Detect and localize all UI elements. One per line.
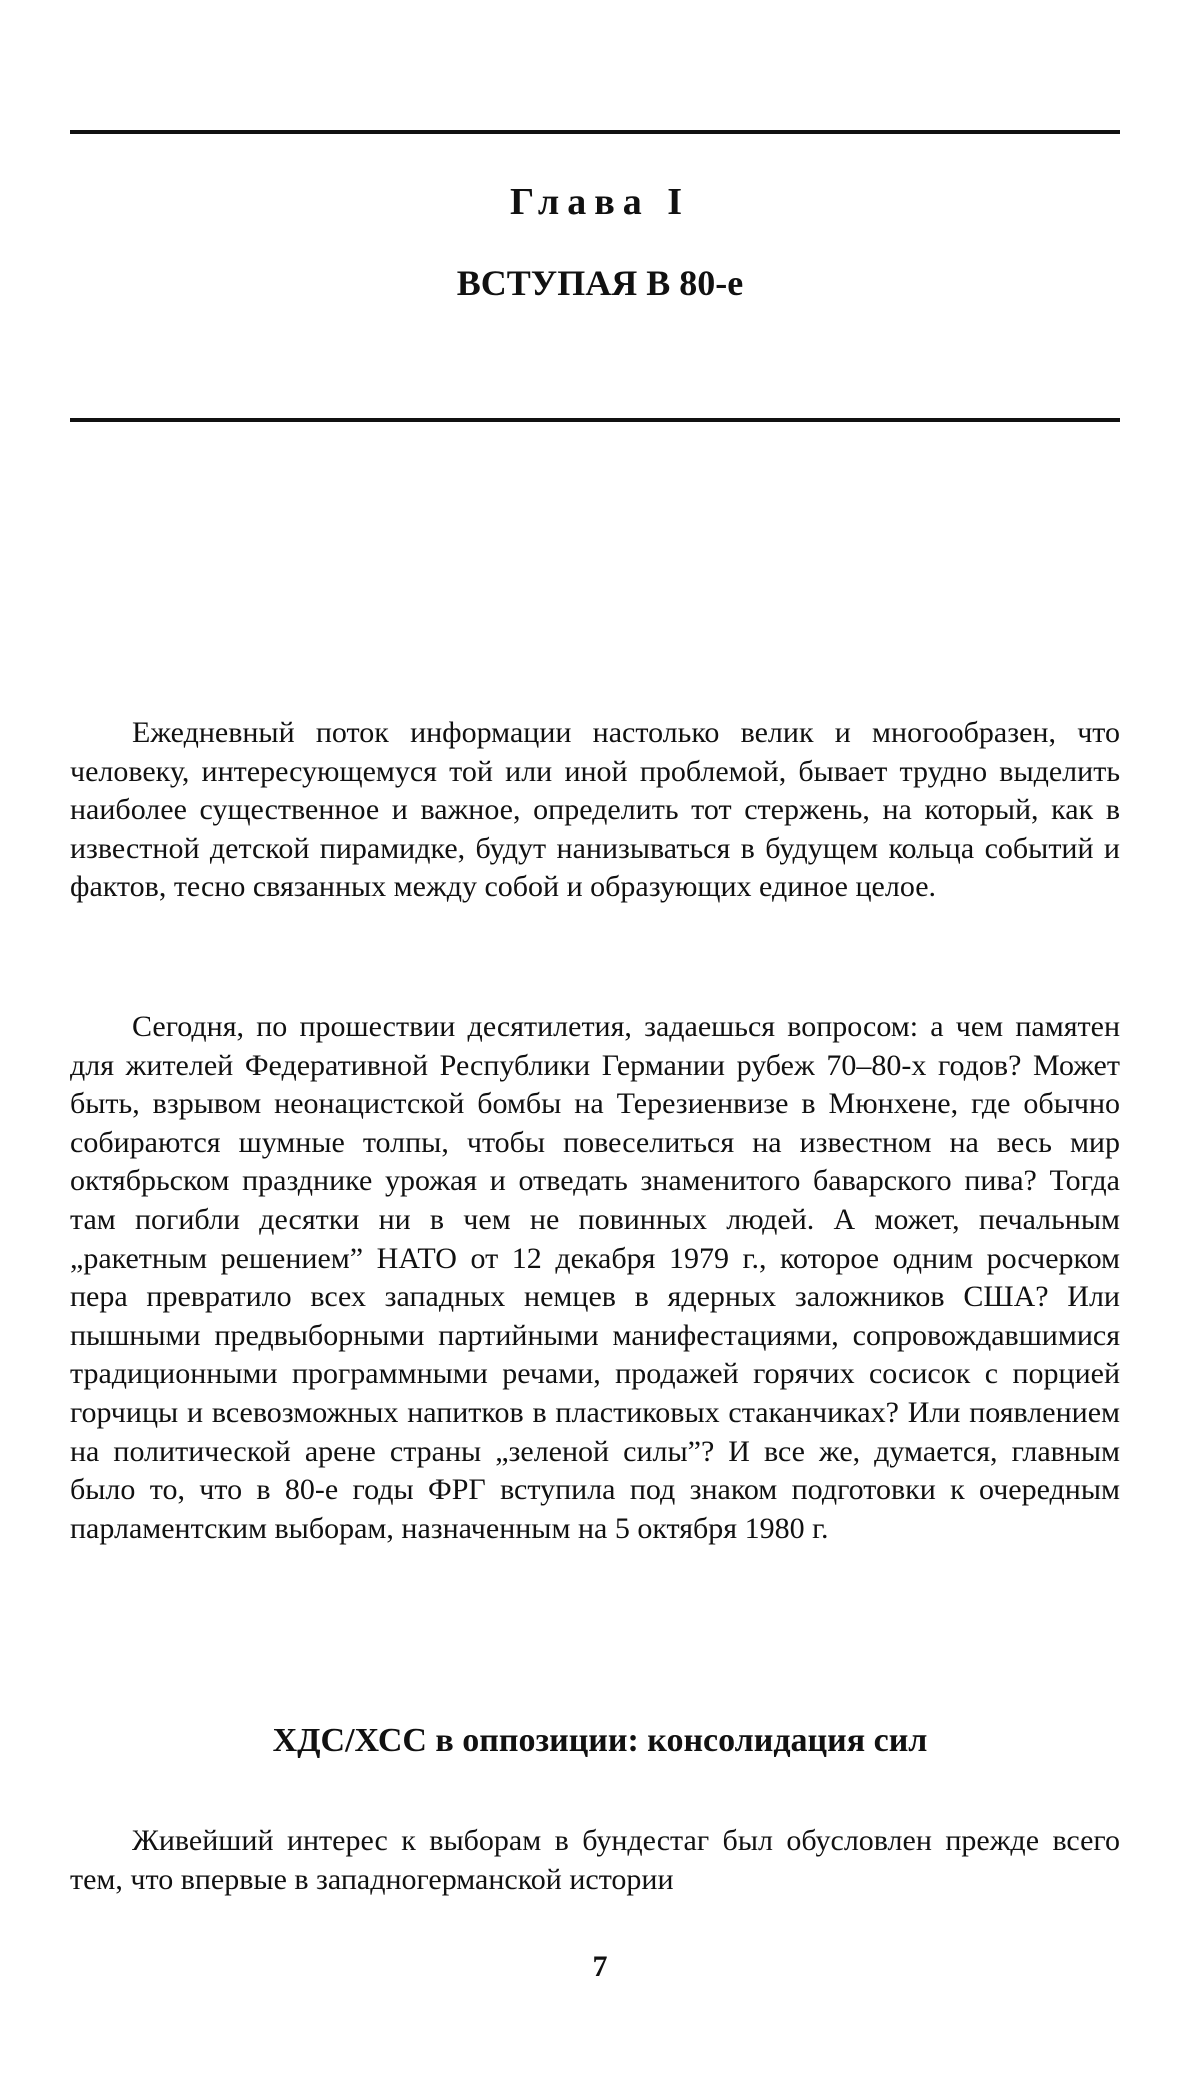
top-rule — [70, 130, 1120, 134]
chapter-title: ВСТУПАЯ В 80-е — [456, 263, 744, 303]
paragraph-1: Ежедневный поток информации настолько велик и многообразен, что человеку, интересующемуся той или иной проблемой, бывает трудно выделить наиболее существенное и важное, определить тот стержень, на который, как в известной детской пирамидке, будут нанизываться в будущем кольца событий и фактов, тесно связанных между собой и образующих единое целое. — [70, 716, 1120, 904]
bottom-rule — [70, 418, 1120, 422]
paragraph-3: Живейший интерес к выборам в бундестаг был обусловлен прежде всего тем, что впервые в западногерманской истории — [70, 1824, 1120, 1896]
section-heading: ХДС/ХСС в оппозиции: консолидация сил — [272, 1722, 928, 1759]
paragraph-2: Сегодня, по прошествии десятилетия, задаешься вопросом: а чем памятен для жителей Федеративной Республики Германии рубеж 70–80-х годов? Может быть, взрывом неонацистской бомбы на Терезиенвизе в Мюнхене, где обычно собираются шумные толпы, чтобы повеселиться на известном на весь мир октябрьском празднике урожая и отведать знаменитого баварского пива? Тогда там погибли десятки ни в чем не повинных людей. А может, печальным „ракетным решением” НАТО от 12 декабря 1979 г., которое одним росчерком пера превратило всех западных немцев в ядерных заложников США? Или пышными предвыборными партийными манифестациями, сопровождавшимися традиционными программными речами, продажей горячих сосисок с порцией горчицы и всевозможных напитков в пластиковых стаканчиках? Или появлением на политической арене страны „зеленой силы”? И все же, думается, главным было то, что в 80-е годы ФРГ вступила под знаком подготовки к очередным парламентским выборам, назначенным на 5 октября 1980 г. — [70, 1010, 1120, 1545]
page-number: 7 — [592, 1950, 608, 1983]
chapter-label: Глава I — [509, 181, 691, 223]
